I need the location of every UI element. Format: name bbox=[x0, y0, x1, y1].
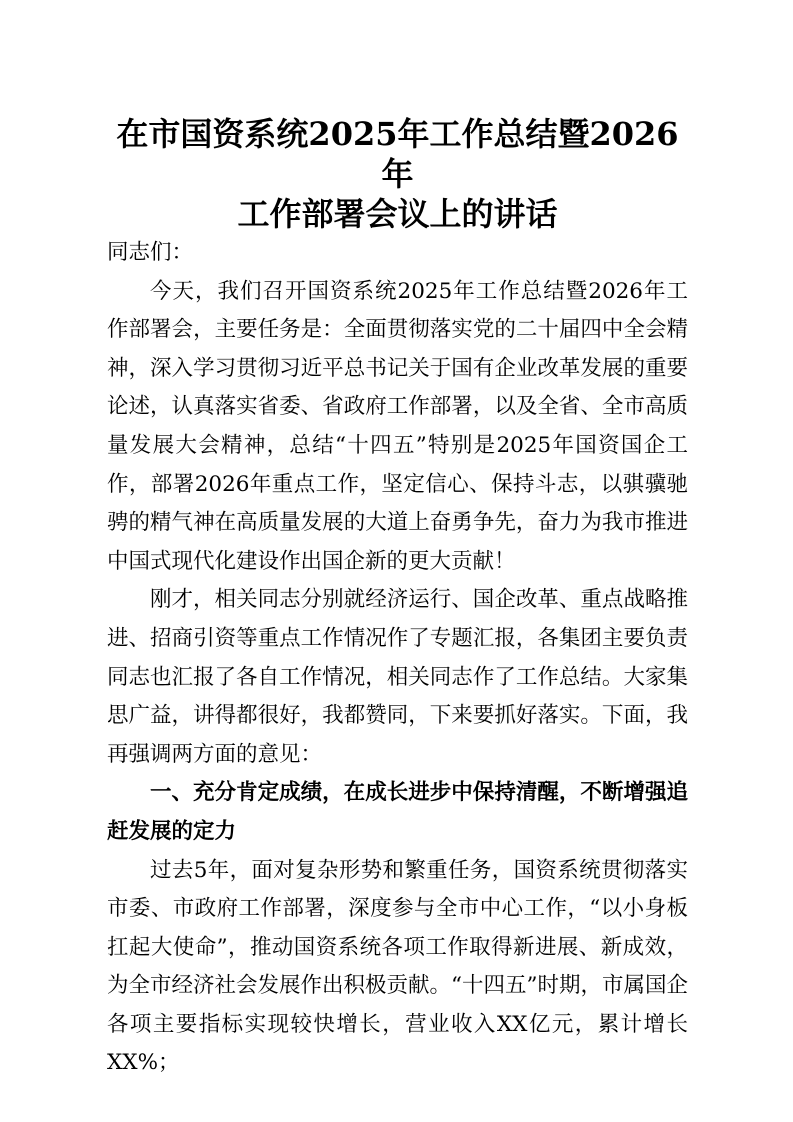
salutation: 同志们： bbox=[107, 240, 194, 265]
title-line-2: 工作部署会议上的讲话 bbox=[237, 195, 558, 233]
paragraph: 今天，我们召开国资系统2025年工作总结暨2026年工作部署会，主要任务是：全面贯彻落实党的二十届四中全会精神，深入学习贯彻习近平总书记关于国有企业改革发展的重要论述，认真落实省委、省政府工作部署，以及全省、全市高质量发展大会精神，总结“十四五”特别是2025年国资国企工作，部署2026年重点工作，坚定信心、保持斗志，以骐骥驰骋的精气神在高质量发展的大道上奋勇争先，奋力为我市推进中国式现代化建设作出国企新的更大贡献！ bbox=[107, 278, 688, 574]
title-line-1: 在市国资系统2025年工作总结暨2026年 bbox=[116, 115, 679, 193]
section-heading: 一、充分肯定成绩，在成长进步中保持清醒，不断增强追赶发展的定力 bbox=[107, 780, 688, 844]
paragraph: 过去5年，面对复杂形势和繁重任务，国资系统贯彻落实市委、市政府工作部署，深度参与全市中心工作，“以小身板扛起大使命”，推动国资系统各项工作取得新进展、新成效，为全市经济社会发展作出积极贡献。“十四五”时期，市属国企各项主要指标实现较快增长，营业收入XX亿元，累计增长XX%； bbox=[107, 857, 688, 1076]
paragraph: 刚才，相关同志分别就经济运行、国企改革、重点战略推进、招商引资等重点工作情况作了专题汇报，各集团主要负责同志也汇报了各自工作情况，相关同志作了工作总结。大家集思广益，讲得都很好，我都赞同，下来要抓好落实。下面，我再强调两方面的意见： bbox=[107, 587, 688, 767]
document-body bbox=[107, 234, 688, 1083]
document-title bbox=[107, 114, 688, 234]
